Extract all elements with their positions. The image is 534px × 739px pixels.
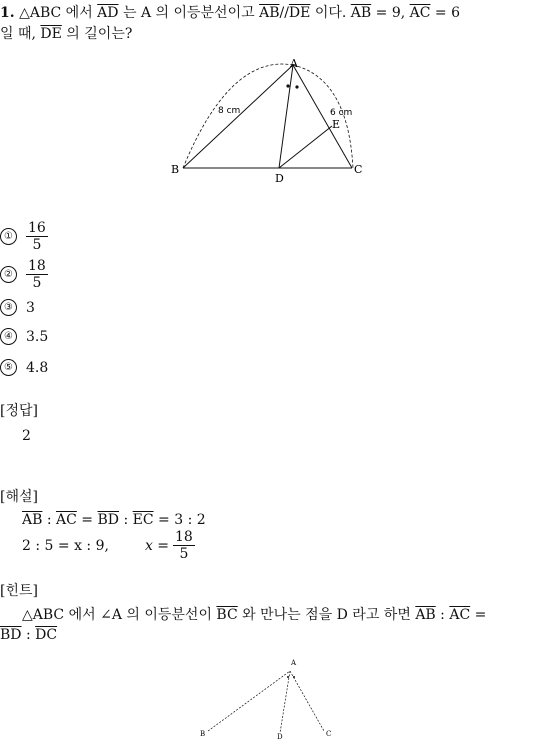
choice-fraction xyxy=(26,258,48,291)
equals-sign: = xyxy=(76,512,98,528)
segment-ab: $\overline{AB}$ xyxy=(22,512,43,528)
choice-mark: ⑤ xyxy=(0,359,17,376)
angle-mark xyxy=(287,676,289,678)
segment-bc: $\overline{BC}$ xyxy=(216,607,238,623)
question-text: 이다. xyxy=(310,5,351,21)
answer-value: 2 xyxy=(22,428,31,444)
question-text: 의 길이는? xyxy=(61,26,133,42)
choice-mark: ③ xyxy=(0,299,17,316)
label-ac-length: 6 cm xyxy=(330,108,353,118)
question-text: △ABC 에서 xyxy=(19,5,98,21)
segment-de-line xyxy=(279,126,332,168)
fraction-denominator: 5 xyxy=(32,275,42,291)
bisector-ad xyxy=(280,671,290,733)
solution-variable: x = xyxy=(144,537,170,554)
solution-fraction xyxy=(173,529,195,562)
label-a: A xyxy=(291,659,297,667)
question-line-2 xyxy=(0,23,132,43)
hint-line-2 xyxy=(0,627,57,643)
choice-3[interactable] xyxy=(0,299,35,316)
hint-heading: [힌트] xyxy=(0,583,38,599)
label-c: C xyxy=(354,163,363,176)
question-text: = 6 xyxy=(430,5,461,21)
choice-text: 3 xyxy=(26,299,35,316)
hint-line-1 xyxy=(22,604,486,624)
question-number: 1. xyxy=(0,5,15,21)
side-ac xyxy=(290,671,324,731)
side-ab xyxy=(208,671,290,731)
parallel-symbol: // xyxy=(279,5,289,21)
segment-ec: $\overline{EC}$ xyxy=(132,512,154,528)
choice-4[interactable] xyxy=(0,328,48,345)
label-c: C xyxy=(326,730,332,738)
hint-text: △ABC 에서 ∠A 의 이등분선이 xyxy=(22,607,217,623)
fraction-numerator: 16 xyxy=(28,220,46,236)
fraction-denominator: 5 xyxy=(32,237,42,253)
segment-dc: $\overline{DC}$ xyxy=(35,627,58,643)
ratio-colon: : xyxy=(435,607,450,623)
choice-fraction xyxy=(26,220,48,253)
label-ab-length: 8 cm xyxy=(218,106,241,116)
segment-ad-line xyxy=(279,65,293,168)
choice-5[interactable] xyxy=(0,359,48,376)
fraction-numerator: 18 xyxy=(28,258,46,274)
segment-ac: $\overline{AC}$ xyxy=(409,5,431,21)
fraction-denominator: 5 xyxy=(179,546,189,562)
segment-ab: $\overline{AB}$ xyxy=(415,607,436,623)
choice-mark: ① xyxy=(0,228,17,245)
segment-de: $\overline{DE}$ xyxy=(288,5,311,21)
question-text: 는 A 의 이등분선이고 xyxy=(118,5,260,21)
segment-ac: $\overline{AC}$ xyxy=(449,607,471,623)
label-b: B xyxy=(171,163,180,176)
explanation-heading: [해설] xyxy=(0,489,38,505)
question-line-1 xyxy=(0,2,460,22)
proportion-equation: 2 : 5 = x : 9, xyxy=(22,537,109,554)
side-ab xyxy=(183,65,293,168)
hint-text: 와 만나는 점을 D 라고 하면 xyxy=(237,607,416,623)
angle-mark xyxy=(286,84,289,87)
choice-1[interactable] xyxy=(0,220,48,253)
ratio-value: = 3 : 2 xyxy=(153,512,206,528)
segment-ac: $\overline{AC}$ xyxy=(56,512,77,528)
bisector-figure xyxy=(198,655,338,739)
question-text: = 9, xyxy=(371,5,410,21)
label-b: B xyxy=(200,730,206,738)
ratio-colon: : xyxy=(21,627,36,643)
segment-ab: $\overline{AB}$ xyxy=(350,5,372,21)
choice-text: 3.5 xyxy=(26,328,49,345)
choice-text: 4.8 xyxy=(26,359,49,376)
choice-mark: ④ xyxy=(0,328,17,345)
question-text: 일 때, xyxy=(0,26,41,42)
equals-sign: = xyxy=(470,607,487,623)
segment-bd: $\overline{BD}$ xyxy=(97,512,120,528)
ratio-colon: : xyxy=(42,512,57,528)
label-e: E xyxy=(332,118,341,131)
triangle-figure xyxy=(170,56,370,184)
label-d: D xyxy=(277,733,283,739)
angle-mark xyxy=(293,676,295,678)
segment-de: $\overline{DE}$ xyxy=(40,26,62,42)
explanation-line-2 xyxy=(22,529,195,562)
explanation-line-1 xyxy=(22,512,206,528)
segment-ab: $\overline{AB}$ xyxy=(259,5,280,21)
label-a: A xyxy=(290,57,298,70)
label-d: D xyxy=(275,172,284,184)
segment-bd: $\overline{BD}$ xyxy=(0,627,22,643)
ratio-colon: : xyxy=(119,512,133,528)
angle-mark xyxy=(295,85,298,88)
answer-heading: [정답] xyxy=(0,403,38,419)
choice-mark: ② xyxy=(0,266,17,283)
fraction-numerator: 18 xyxy=(175,529,193,545)
choice-2[interactable] xyxy=(0,258,48,291)
segment-ad: $\overline{AD}$ xyxy=(97,5,119,21)
